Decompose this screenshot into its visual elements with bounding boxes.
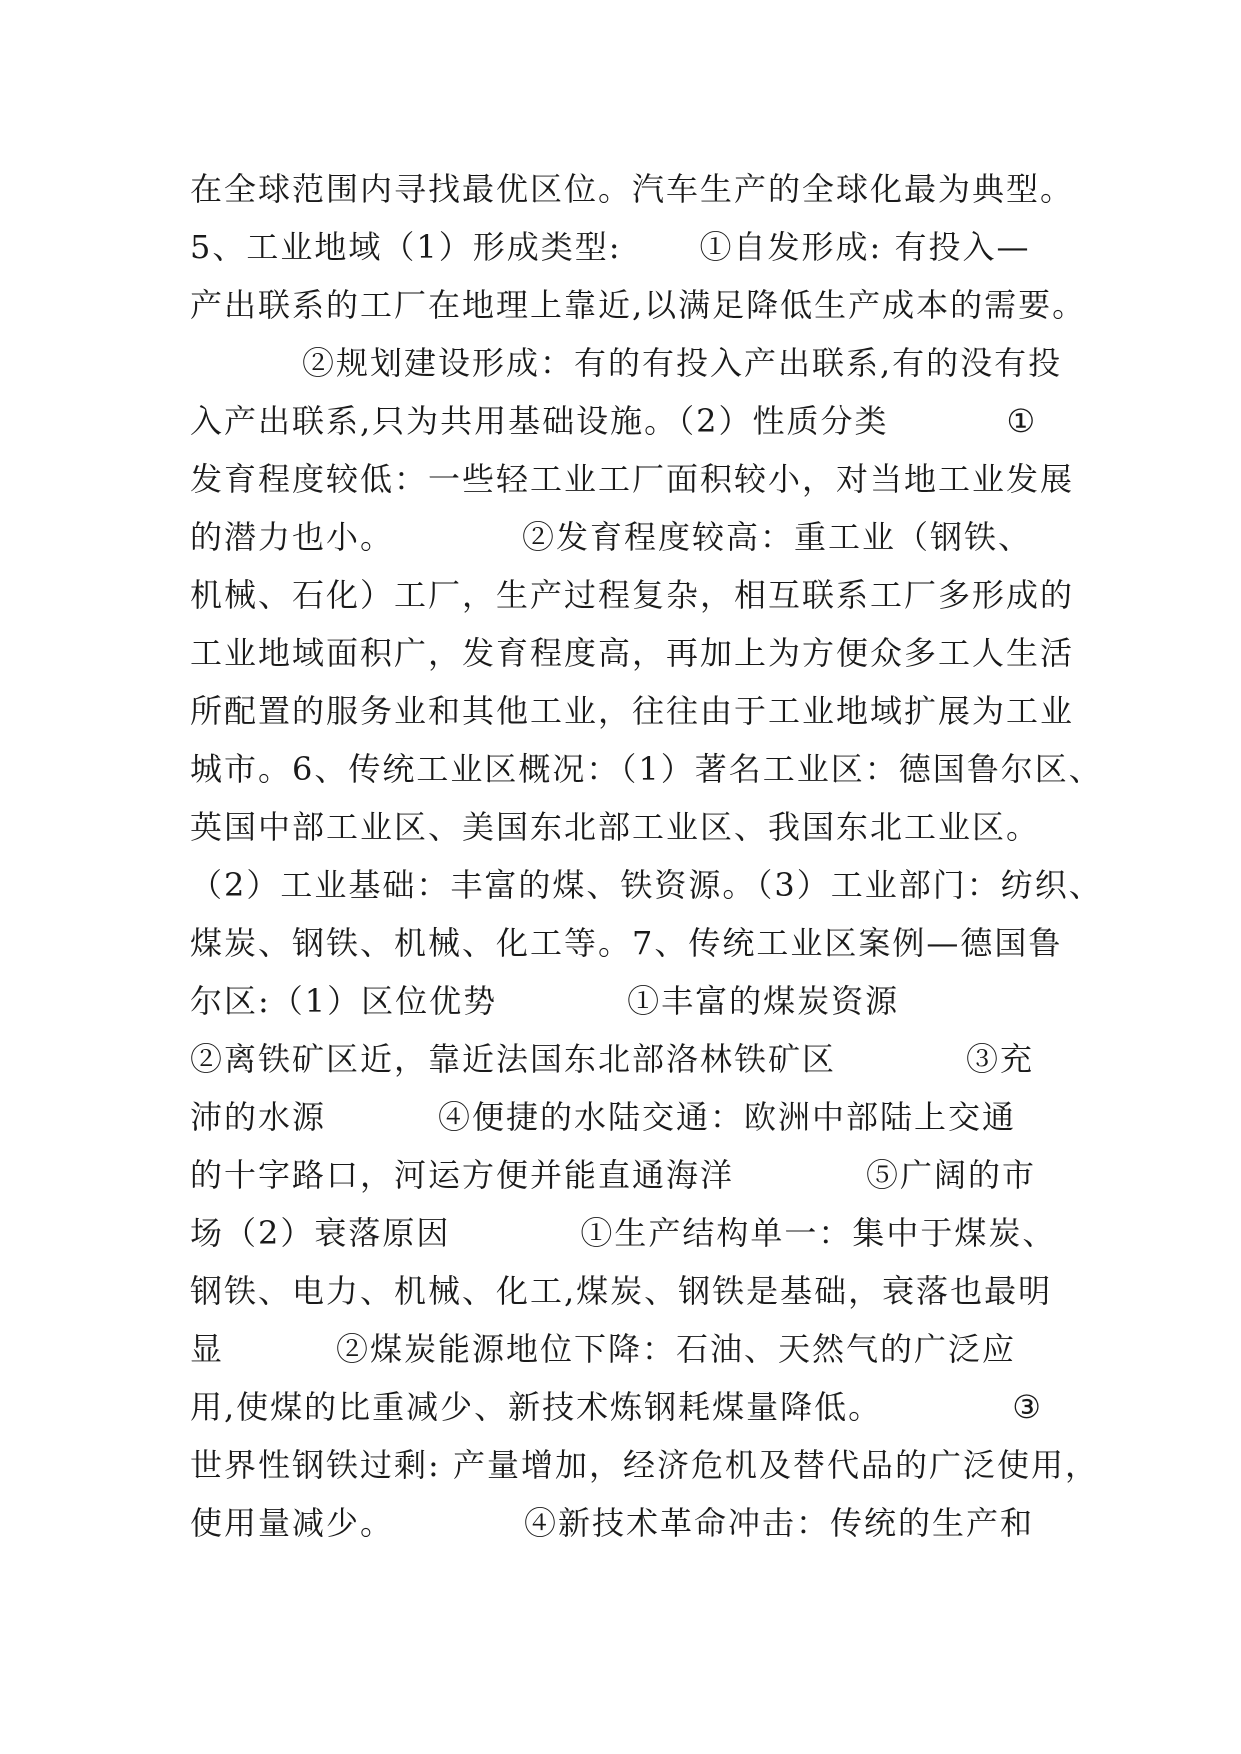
text-line: 钢铁、电力、机械、化工,煤炭、钢铁是基础，衰落也最明 xyxy=(190,1272,1053,1310)
text-line: 在全球范围内寻找最优区位。汽车生产的全球化最为典型。 xyxy=(190,170,1075,208)
text-line: 英国中部工业区、美国东北部工业区、我国东北工业区。 xyxy=(190,808,1041,846)
text-line: 沛的水源 ④便捷的水陆交通：欧洲中部陆上交通 xyxy=(190,1098,1017,1136)
text-line: 产出联系的工厂在地理上靠近,以满足降低生产成本的需要。 xyxy=(190,286,1087,324)
text-line: 所配置的服务业和其他工业，往往由于工业地域扩展为工业 xyxy=(190,692,1075,730)
text-line: 用,使煤的比重减少、新技术炼钢耗煤量降低。 ③ xyxy=(190,1388,1043,1426)
text-line: 尔区:（1）区位优势 ①丰富的煤炭资源 xyxy=(190,982,900,1020)
text-line: ②离铁矿区近，靠近法国东北部洛林铁矿区 ③充 xyxy=(190,1040,1035,1078)
text-line: 使用量减少。 ④新技术革命冲击：传统的生产和 xyxy=(190,1504,1035,1542)
text-line: 的潜力也小。 ②发育程度较高：重工业（钢铁、 xyxy=(190,518,1033,556)
text-line: 世界性钢铁过剩: 产量增加，经济危机及替代品的广泛使用， xyxy=(190,1446,1099,1484)
text-line: 入产出联系,只为共用基础设施。（2）性质分类 ① xyxy=(190,402,1038,440)
text-line: 机械、石化）工厂，生产过程复杂，相互联系工厂多形成的 xyxy=(190,576,1075,614)
text-line: ②规划建设形成：有的有投入产出联系,有的没有投 xyxy=(302,344,1063,382)
text-line: 的十字路口，河运方便并能直通海洋 ⑤广阔的市 xyxy=(190,1156,1037,1194)
body-text xyxy=(190,160,1103,1552)
text-line: 场（2）衰落原因 ①生产结构单一：集中于煤炭、 xyxy=(190,1214,1057,1252)
text-line: 工业地域面积广，发育程度高，再加上为方便众多工人生活 xyxy=(190,634,1075,672)
text-line: 5、工业地域（1）形成类型: ①自发形成: 有投入— xyxy=(190,228,1031,266)
text-line: 城市。6、传统工业区概况：（1）著名工业区：德国鲁尔区、 xyxy=(190,750,1103,788)
text-line: 煤炭、钢铁、机械、化工等。7、传统工业区案例—德国鲁 xyxy=(190,924,1063,962)
text-line: 发育程度较低：一些轻工业工厂面积较小，对当地工业发展 xyxy=(190,460,1075,498)
text-line: （2）工业基础：丰富的煤、铁资源。（3）工业部门：纺织、 xyxy=(190,866,1103,904)
text-line: 显 ②煤炭能源地位下降：石油、天然气的广泛应 xyxy=(190,1330,1017,1368)
